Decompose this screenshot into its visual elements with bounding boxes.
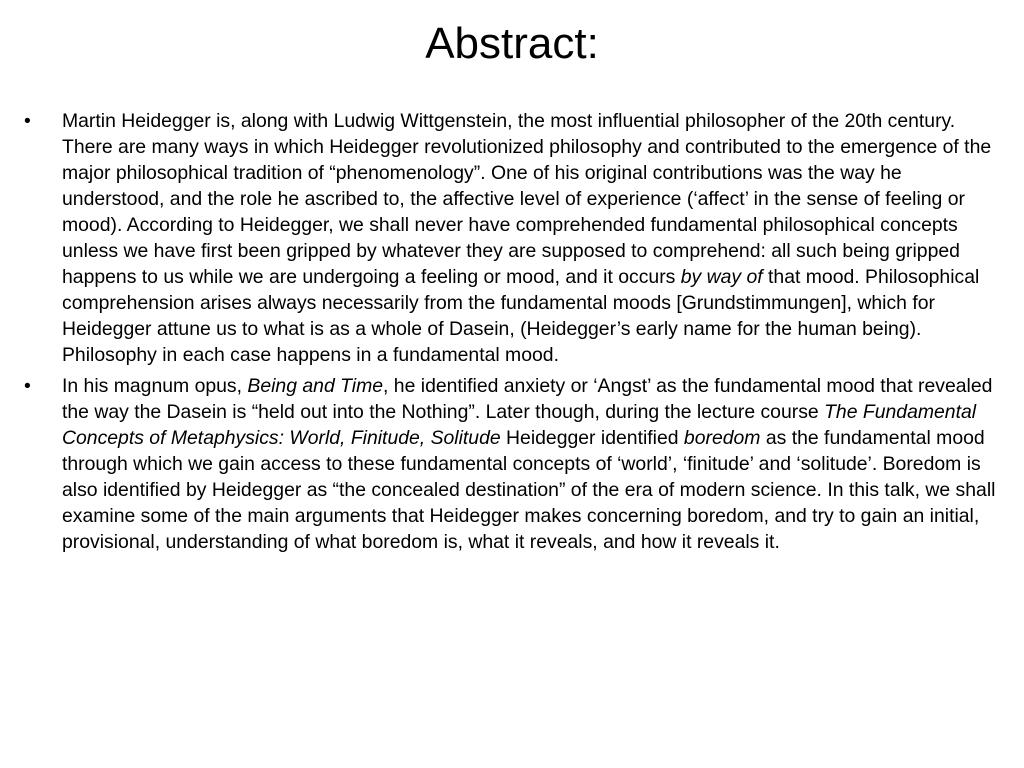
bullet-list (24, 108, 1008, 560)
bullet-icon: • (24, 110, 31, 132)
bullet-text: In his magnum opus, (62, 375, 248, 397)
bullet-text: that mood. Philosophical comprehension arises always necessarily from the fundamental moods [Grundstimmungen], which for Heidegger attune us to what is as a whole of Dasein, (Heidegger’s early name for the human being). Philosophy in each case happens in a fundamental mood. (62, 266, 980, 366)
slide-title: Abstract: (425, 19, 599, 68)
bullet-text: , he identified anxiety or ‘Angst’ as the fundamental mood that revealed the way the Dasein is “held out into the Nothing”. Later though, during the lecture course (62, 375, 993, 423)
bullet-item (24, 373, 1008, 555)
bullet-text: Heidegger identified (500, 427, 684, 449)
bullet-text: Martin Heidegger is, along with Ludwig Wittgenstein, the most influential philosopher of the 20th century. There are many ways in which Heidegger revolutionized philosophy and contributed to the emergence of the major philosophical tradition of “phenomenology”. One of his original contributions was the way he understood, and the role he ascribed to, the affective level of experience (‘affect’ in the sense of feeling or mood). According to Heidegger, we shall never have comprehended fundamental philosophical concepts unless we have first been gripped by whatever they are supposed to comprehend: all such being gripped happens to us while we are undergoing a feeling or mood, and it occurs (62, 110, 992, 288)
lecture-course-title: The Fundamental Concepts of Metaphysics: World, Finitude, Solitude (62, 401, 977, 449)
bullet-icon: • (24, 375, 31, 397)
bullet-text-emphasis: by way of (680, 266, 763, 288)
bullet-text: as the fundamental mood through which we gain access to these fundamental concepts of ‘world’, ‘finitude’ and ‘solitude’. Boredom is also identified by Heidegger as “the concealed destination” of the era of modern science. In this talk, we shall examine some of the main arguments that Heidegger makes concerning boredom, and try to gain an initial, provisional, understanding of what boredom is, what it reveals, and how it reveals it. (62, 427, 996, 553)
bullet-item (24, 108, 1008, 368)
bullet-text-emphasis: boredom (683, 427, 761, 449)
book-title: Being and Time (247, 375, 384, 397)
